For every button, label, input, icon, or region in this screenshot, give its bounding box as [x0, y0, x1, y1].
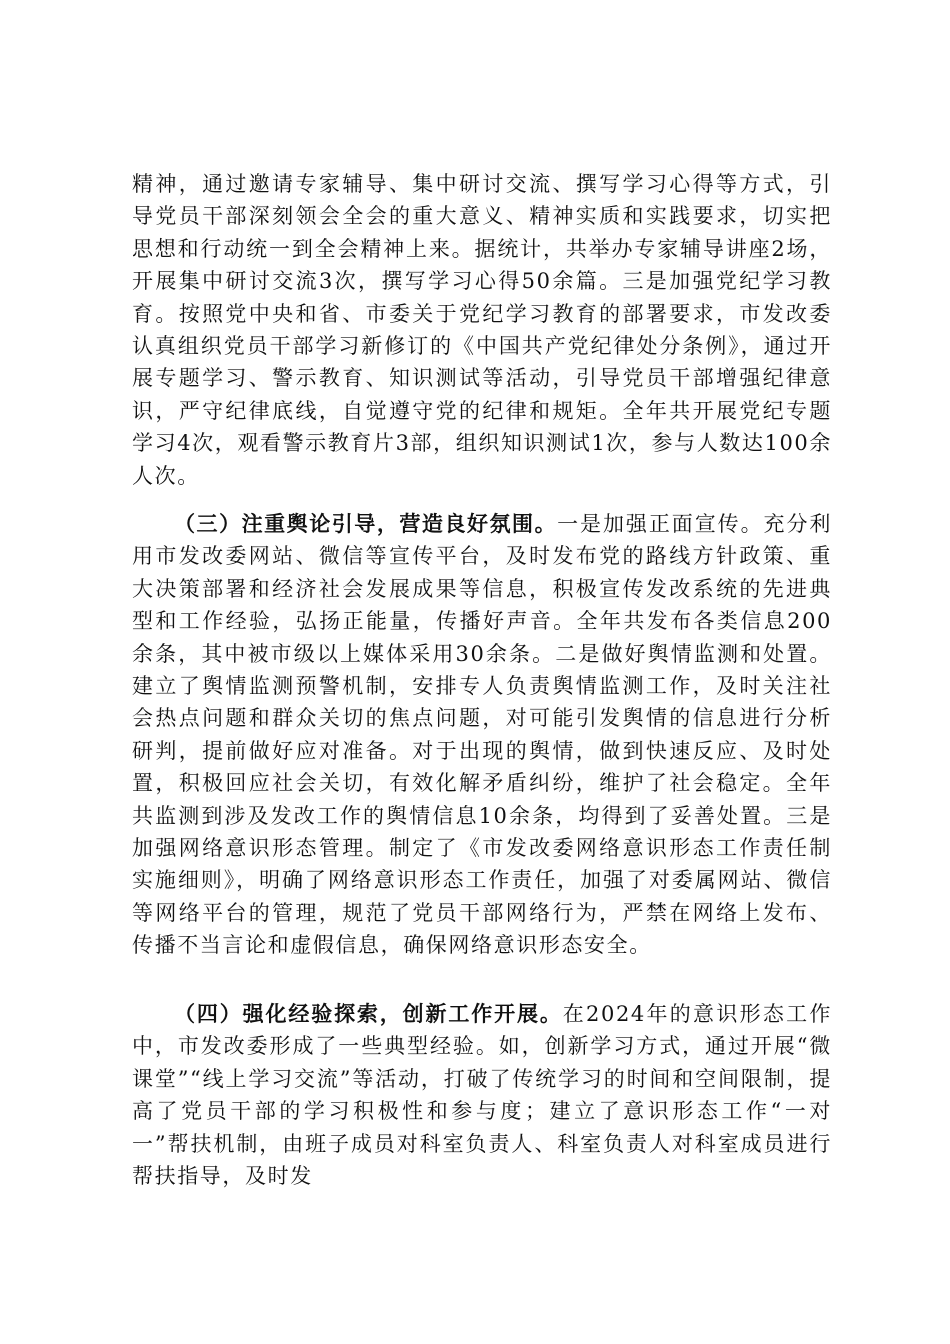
paragraph-experience-exploration	[132, 998, 832, 1192]
paragraph-text: 一是加强正面宣传。充分利用市发改委网站、微信等宣传平台，及时发布党的路线方针政策、重大决策部署和经济社会发展成果等信息，积极宣传发改系统的先进典型和工作经验，弘扬正能量，传播好声音。全年共发布各类信息200余条，其中被市级以上媒体采用30余条。二是做好舆情监测和处置。建立了舆情监测预警机制，安排专人负责舆情监测工作，及时关注社会热点问题和群众关切的焦点问题，对可能引发舆情的信息进行分析研判，提前做好应对准备。对于出现的舆情，做到快速反应、及时处置，积极回应社会关切，有效化解矛盾纠纷，维护了社会稳定。全年共监测到涉及发改工作的舆情信息10余条，均得到了妥善处置。三是加强网络意识形态管理。制定了《市发改委网络意识形态工作责任制实施细则》，明确了网络意识形态工作责任，加强了对委属网站、微信等网络平台的管理，规范了党员干部网络行为，严禁在网络上发布、传播不当言论和虚假信息，确保网络意识形态安全。	[132, 512, 832, 958]
section-heading: （四）强化经验探索，创新工作开展。	[174, 1002, 563, 1026]
paragraph-public-opinion	[132, 508, 832, 962]
paragraph-text: 在2024年的意识形态工作中，市发改委形成了一些典型经验。如，创新学习方式，通过开展“微课堂”“线上学习交流”等活动，打破了传统学习的时间和空间限制，提高了党员干部的学习积极性和参与度；建立了意识形态工作“一对一”帮扶机制，由班子成员对科室负责人、科室负责人对科室成员进行帮扶指导，及时发	[132, 1002, 832, 1189]
paragraph-text: 精神，通过邀请专家辅导、集中研讨交流、撰写学习心得等方式，引导党员干部深刻领会全会的重大意义、精神实质和实践要求，切实把思想和行动统一到全会精神上来。据统计，共举办专家辅导讲座2场，开展集中研讨交流3次，撰写学习心得50余篇。三是加强党纪学习教育。按照党中央和省、市委关于党纪学习教育的部署要求，市发改委认真组织党员干部学习新修订的《中国共产党纪律处分条例》，通过开展专题学习、警示教育、知识测试等活动，引导党员干部增强纪律意识，严守纪律底线，自觉遵守党的纪律和规矩。全年共开展党纪专题学习4次，观看警示教育片3部，组织知识测试1次，参与人数达100余人次。	[132, 172, 832, 488]
paragraph-study-summary	[132, 168, 832, 492]
section-heading: （三）注重舆论引导，营造良好氛围。	[174, 512, 558, 536]
